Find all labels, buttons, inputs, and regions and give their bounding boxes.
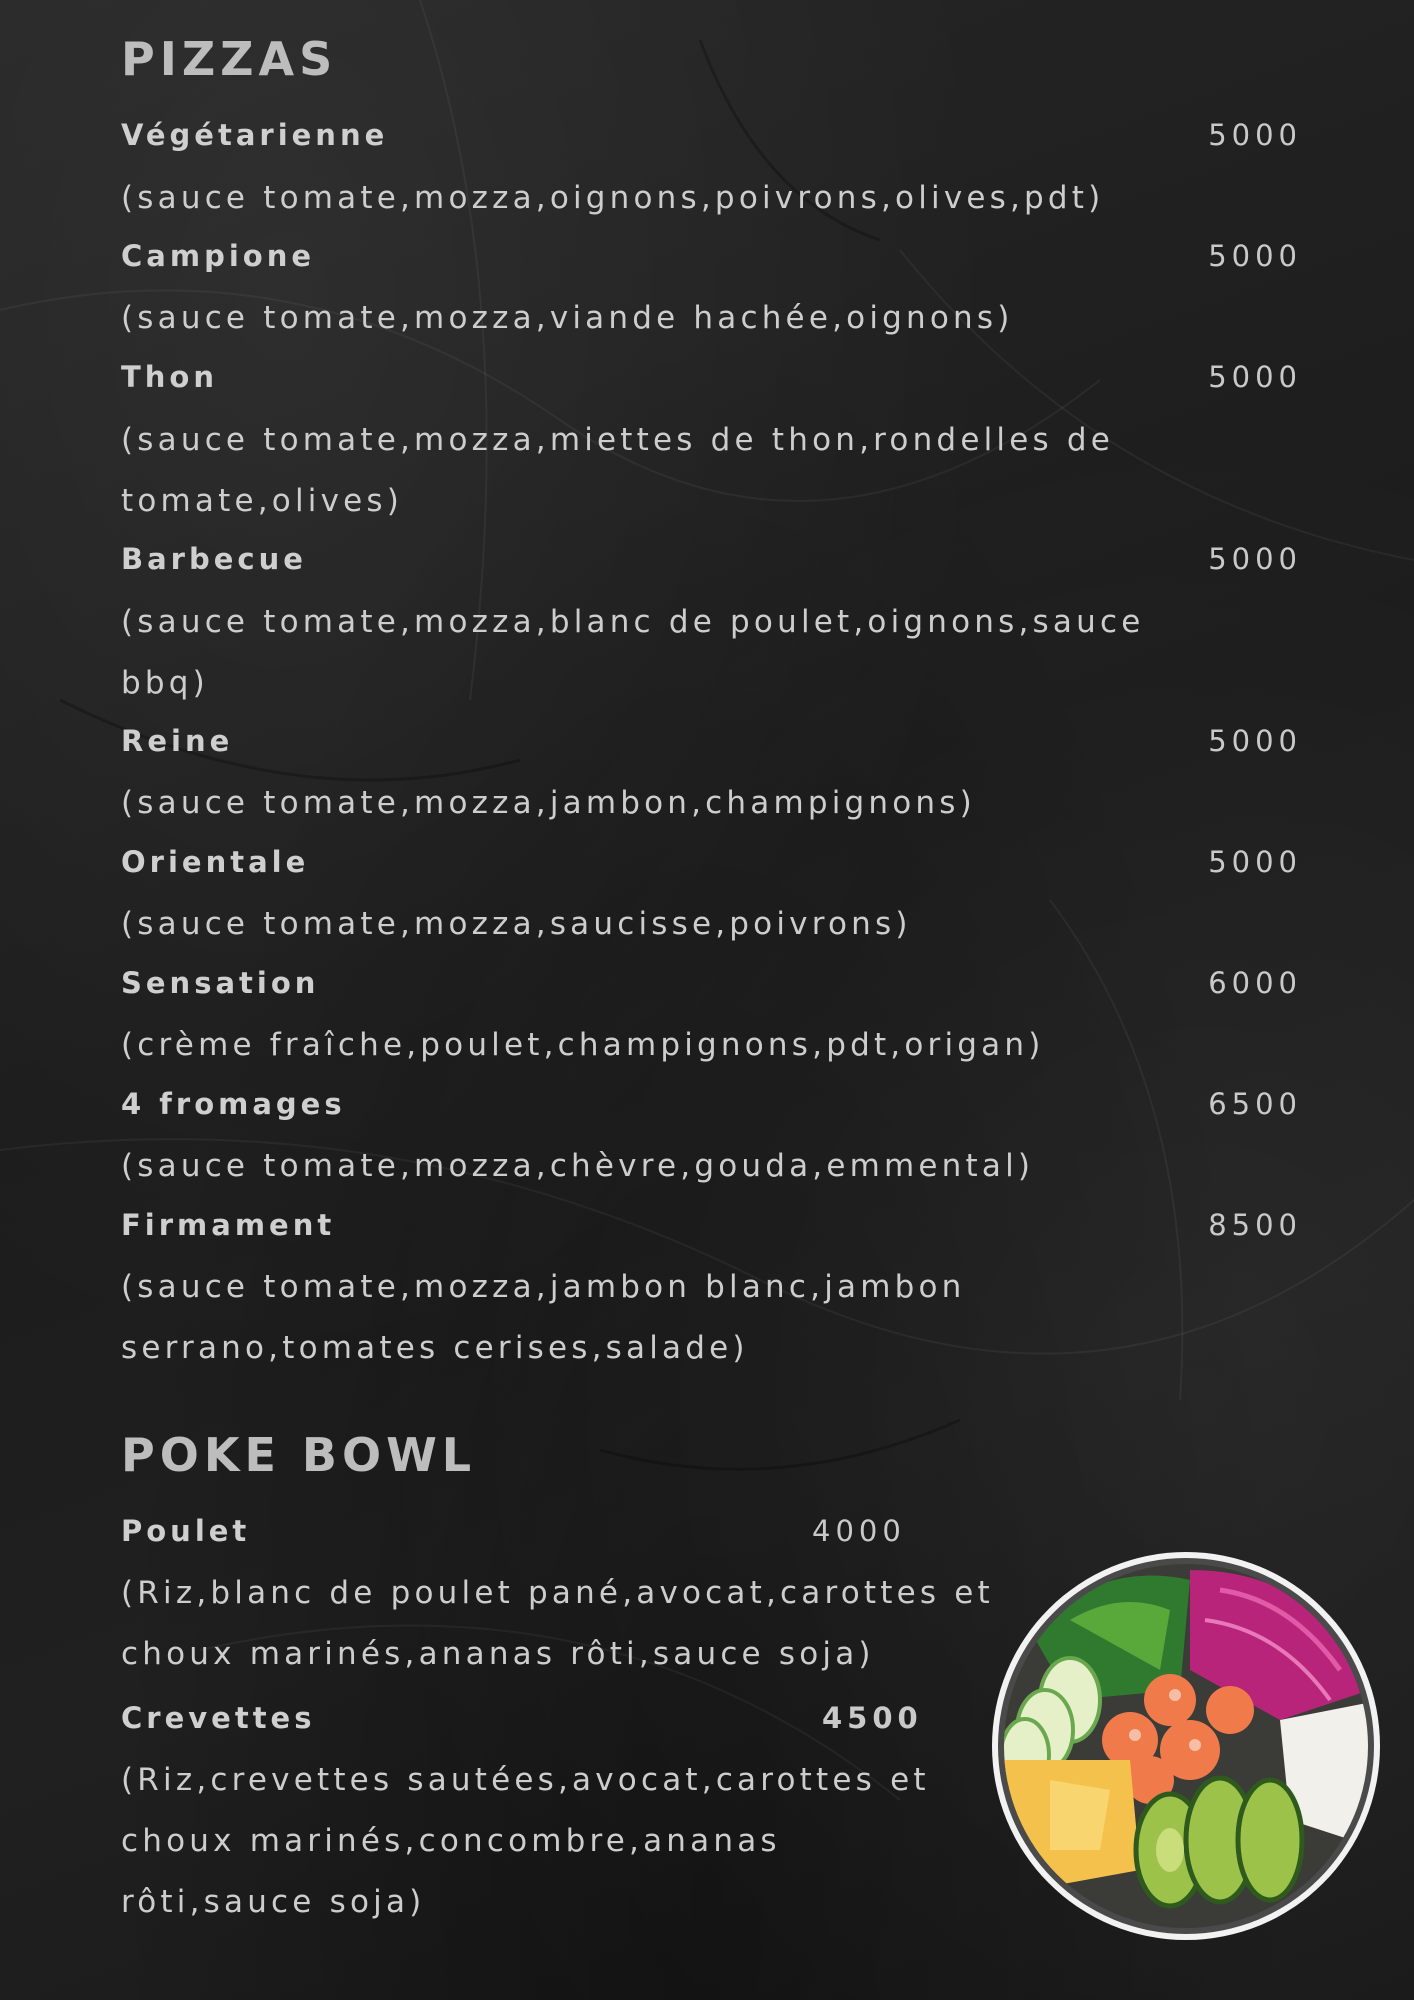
pizza-desc-orientale: (sauce tomate,mozza,saucisse,poivrons) — [121, 906, 912, 942]
pizza-price-vegetarienne: 5000 — [1208, 118, 1302, 152]
pizza-price-barbecue: 5000 — [1208, 542, 1302, 576]
poke-desc-poulet: (Riz,blanc de poulet pané,avocat,carottes et choux marinés,ananas rôti,sauce soja) — [121, 1575, 994, 1672]
poke-bowl-photo — [990, 1550, 1382, 1942]
pizza-price-thon: 5000 — [1208, 360, 1302, 394]
pizza-price-reine: 5000 — [1208, 724, 1302, 758]
pizza-price-orientale: 5000 — [1208, 845, 1302, 879]
poke-bowl-heading: POKE BOWL — [121, 1428, 477, 1482]
pizza-price-sensation: 6000 — [1208, 966, 1302, 1000]
pizzas-heading: PIZZAS — [121, 32, 338, 86]
pizza-desc-sensation: (crème fraîche,poulet,champignons,pdt,origan) — [121, 1027, 1045, 1063]
pizza-desc-campione: (sauce tomate,mozza,viande hachée,oignons) — [121, 300, 1014, 336]
pizza-name-4-fromages: 4 fromages — [121, 1087, 346, 1121]
pizza-desc-barbecue: (sauce tomate,mozza,blanc de poulet,oignons,sauce bbq) — [121, 604, 1145, 701]
poke-desc-crevettes: (Riz,crevettes sautées,avocat,carottes et choux marinés,concombre,ananas rôti,sauce soja) — [121, 1762, 930, 1920]
pizza-name-firmament: Firmament — [121, 1208, 336, 1242]
poke-price-crevettes: 4500 — [822, 1701, 923, 1735]
poke-name-poulet: Poulet — [121, 1514, 251, 1548]
pizza-name-campione: Campione — [121, 239, 316, 273]
pizza-price-4-fromages: 6500 — [1208, 1087, 1302, 1121]
pizza-price-firmament: 8500 — [1208, 1208, 1302, 1242]
pizza-name-barbecue: Barbecue — [121, 542, 307, 576]
pizza-price-campione: 5000 — [1208, 239, 1302, 273]
pizza-name-thon: Thon — [121, 360, 218, 394]
pizza-name-orientale: Orientale — [121, 845, 310, 879]
pizza-name-sensation: Sensation — [121, 966, 320, 1000]
pizza-desc-4-fromages: (sauce tomate,mozza,chèvre,gouda,emmental) — [121, 1148, 1035, 1184]
pizza-desc-vegetarienne: (sauce tomate,mozza,oignons,poivrons,olives,pdt) — [121, 180, 1105, 216]
pizza-desc-firmament: (sauce tomate,mozza,jambon blanc,jambon serrano,tomates cerises,salade) — [121, 1269, 966, 1366]
pizza-desc-reine: (sauce tomate,mozza,jambon,champignons) — [121, 785, 976, 821]
pizza-name-vegetarienne: Végétarienne — [121, 118, 389, 152]
pizza-name-reine: Reine — [121, 724, 234, 758]
pizza-desc-thon: (sauce tomate,mozza,miettes de thon,rondelles de tomate,olives) — [121, 422, 1115, 519]
poke-price-poulet: 4000 — [812, 1514, 906, 1548]
poke-name-crevettes: Crevettes — [121, 1701, 316, 1735]
